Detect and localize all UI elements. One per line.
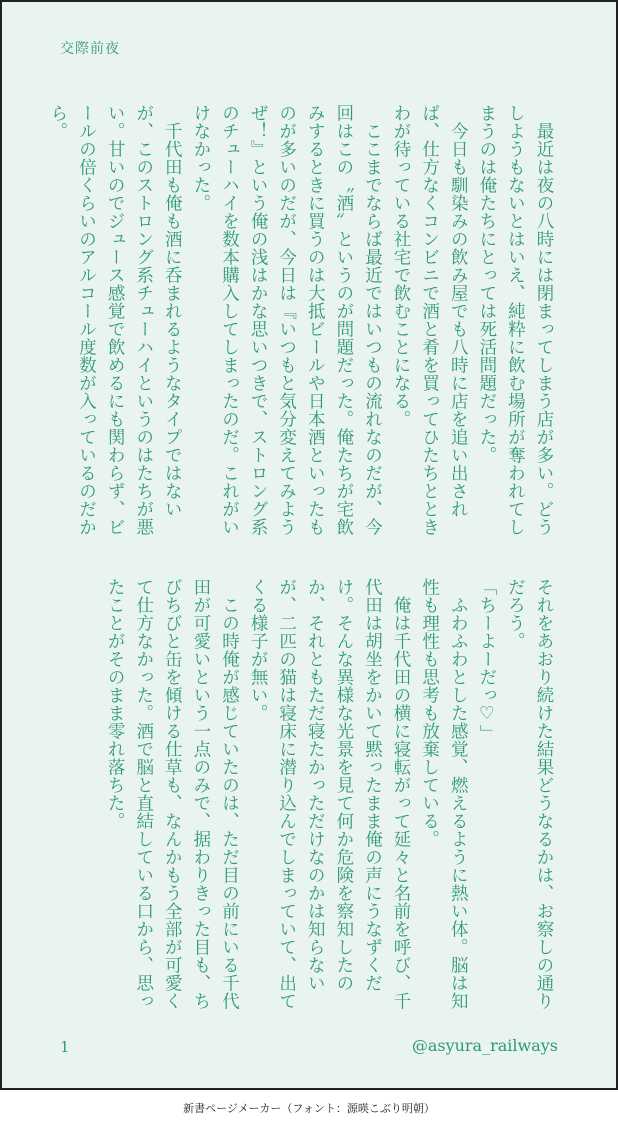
page-title: 交際前夜 [60,41,120,57]
page-number: 1 [60,1038,70,1056]
generator-caption: 新書ページメーカー（フォント：源暎こぶり明朝） [183,1102,435,1115]
dialogue-line: 「ちーよーだっ♡」 [476,578,497,743]
paragraph: 千代田も俺も酒に呑まれるようなタイプではないが、このストロング系チューハイというのはたちが悪い。甘いのでジュース感覚で飲めるにも関わらず、ビールの倍くらいのアルコール度数が入っているのだから。 [47,104,183,536]
paragraph: 今日も馴染みの飲み屋でも八時に店を追い出されば、仕方なくコンビニで酒と肴を買ってひたちとときわが待っている社宅で飲むことになる。 [391,104,469,536]
author-handle: @asyura_railways [411,1036,558,1055]
paragraph: それをあおり続けた結果どうなるかは、お察しの通りだろう。 [505,578,554,1010]
paragraph: 俺は千代田の横に寝転がって延々と名前を呼び、千代田は胡坐をかいて黙ったまま俺の声にうなずくだけ。そんな異様な光景を見て何か危険を察知したのか、それともただ寝たかっただけなのかは知らないが、二匹の猫は寝床に潜り込んでしまっていて、出てくる様子が無い。 [248,578,412,1010]
paragraph: ふわふわとした感覚、燃えるように熱い体。脳は知性も理性も思考も放棄している。 [419,578,469,1010]
paragraph: ここまでならば最近ではいつもの流れなのだが、今回はこの〝酒〟というのが問題だった。俺たちが宅飲みするときに買うのは大抵ビールや日本酒といったものが多いのだが、今日は『いつもと気分変えてみようぜ！』という俺の浅はかな思いつきで、ストロング系のチューハイを数本購入してしまったのだ。これがいけなかった。 [190,104,383,536]
paragraph: 最近は夜の八時には閉まってしまう店が多い。どうしようもないとはいえ、純粋に飲む場所が奪われてしまうのは俺たちにとっては死活問題だった。 [476,104,554,536]
text-block-bottom [54,578,558,1010]
paragraph: この時俺が感じていたのは、ただ目の前にいる千代田が可愛いという一点のみで、据わりきった目も、ちびちびと缶を傾ける仕草も、なんかもう全部が可愛くて仕方なかった。酒で脳と直結している口から、思ったことがそのまま零れ落ちた。 [105,578,240,1010]
text-block-top [47,104,558,536]
